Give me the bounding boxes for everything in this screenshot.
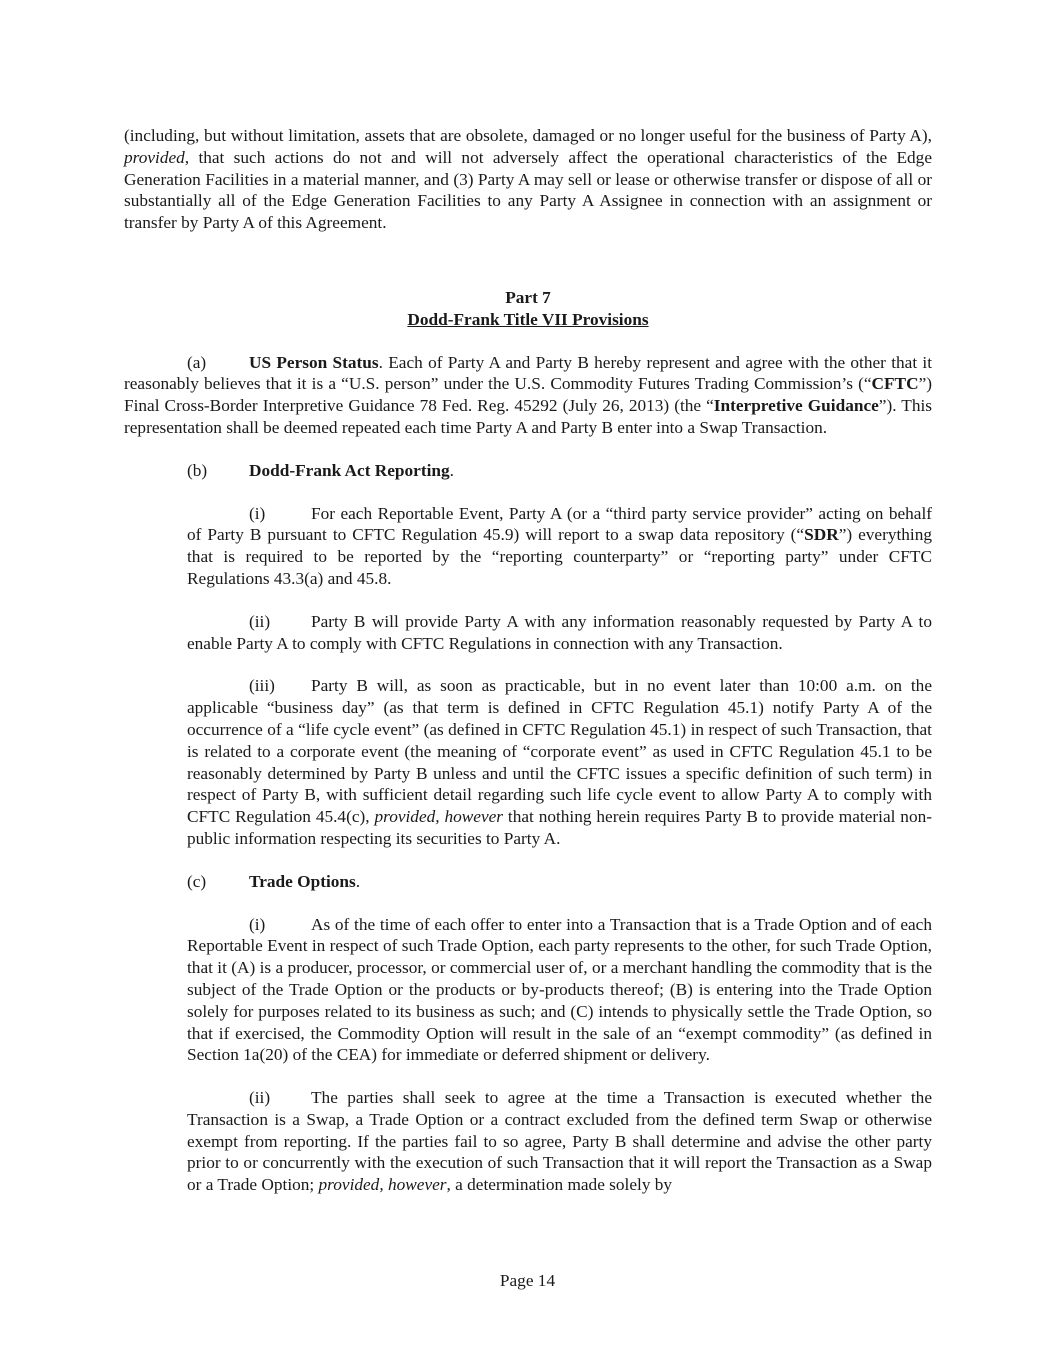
section-b-iii-text-2: that nothing herein requires Party B to provide material non-public information respecting its securities to Party A.: [187, 807, 932, 848]
section-c-label: (c): [187, 871, 207, 891]
section-a-text-3: ”). This representation shall be deemed repeated each time Party A and Party B enter into a Swap Transaction.: [124, 396, 932, 437]
section-b-ii-label: (ii): [249, 611, 271, 631]
section-b-i-text-2: ”) everything that is required to be reported by the “reporting counterparty” or “reporting party” under CFTC Regulations 43.3(a) and 45.8.: [187, 525, 932, 588]
section-b-period: .: [449, 460, 454, 480]
section-c-ii-text: The parties shall seek to agree at the time a Transaction is executed whether the Transaction is a Swap, a Trade Option or a contract excluded from the defined term Swap or otherwise exempt from reporting. If the parties fail to so agree, Party B shall determine and advise the other party prior to or concurrently with the execution of such Transaction that it will report the Transaction as a Swap or a Trade Option;: [187, 1088, 932, 1195]
section-c-heading: Trade Options: [249, 871, 356, 891]
section-c-i-paragraph: [124, 914, 932, 1067]
section-b-heading: Dodd-Frank Act Reporting: [249, 460, 450, 480]
section-b-label: (b): [187, 460, 208, 480]
intro-text: (including, but without limitation, assets that are obsolete, damaged or no longer useful for the business of Party A),: [124, 126, 932, 145]
intro-italic: provided: [124, 147, 185, 167]
section-b-i-text: For each Reportable Event, Party A (or a “third party service provider” acting on behalf of Party B pursuant to CFTC Regulation 45.9) will report to a swap data repository (“: [187, 503, 932, 545]
section-c-i-text: As of the time of each offer to enter into a Transaction that is a Trade Option and of each Reportable Event in respect of such Trade Option, each party represents to the other, for such Trade Option, that it (A) is a producer, processor, or commercial user of, or a merchant handling the commodity that is the subject of the Trade Option or the products or by-products thereof; (B) is entering into the Trade Option solely for purposes related to its business as such; and (C) intends to physically settle the Trade Option, so that if exercised, the Commodity Option will result in the sale of an “exempt commodity” (as defined in Section 1a(20) of the CEA) for immediate or deferred shipment or delivery.: [187, 914, 932, 1065]
section-a-heading: US Person Status: [249, 352, 379, 372]
part-number: Part 7: [505, 287, 551, 307]
section-b-i-bold-sdr: SDR: [804, 525, 839, 545]
page-number: Page 14: [499, 1271, 556, 1290]
section-c-ii-paragraph: [124, 1087, 932, 1196]
section-c-ii-italic: provided, however: [318, 1175, 447, 1195]
intro-text-cont: , that such actions do not and will not adversely affect the operational characteristics of the Edge Generation Facilities in a material manner, and (3) Party A may sell or lease or otherwise transfer or dispose of all or substantially all of the Edge Generation Facilities to any Party A Assignee in connection with an assignment or transfer by Party A of this Agreement.: [124, 147, 932, 233]
section-b-i-label: (i): [249, 503, 266, 523]
section-b-iii-text: Party B will, as soon as practicable, but in no event later than 10:00 a.m. on the applicable “business day” (as that term is defined in CFTC Regulation 45.1) notify Party A of the occurrence of a “life cycle event” (as defined in CFTC Regulation 45.1) in respect of such Transaction, that is related to a corporate event (the meaning of “corporate event” as used in CFTC Regulation 45.1 to be reasonably determined by Party B unless and until the CFTC issues a specific definition of such term) in respect of Party B, with sufficient detail regarding such life cycle event to allow Party A to comply with CFTC Regulation 45.4(c),: [187, 676, 932, 827]
intro-paragraph: [124, 125, 932, 234]
section-b-iii-label: (iii): [249, 676, 275, 696]
section-a-paragraph: [124, 352, 932, 439]
section-a-text: . Each of Party A and Party B hereby represent and agree with the other that it reasonably believes that it is a “U.S. person” under the U.S. Commodity Futures Trading Commission’s (“: [124, 352, 933, 394]
part-title: Dodd-Frank Title VII Provisions: [407, 309, 649, 329]
section-a-bold-guidance: Interpretive Guidance: [713, 396, 879, 416]
section-b-ii-paragraph: [124, 611, 932, 655]
section-b-heading-line: [124, 460, 932, 482]
section-c-heading-line: [124, 871, 932, 893]
section-b-iii-italic: provided, however: [374, 807, 504, 827]
section-a-text-2: ”) Final Cross-Border Interpretive Guidance 78 Fed. Reg. 45292 (July 26, 2013) (the “: [124, 374, 932, 416]
section-b-i-paragraph: [124, 503, 932, 590]
section-b-iii-paragraph: [124, 675, 932, 849]
part-heading: [124, 287, 932, 331]
section-a-label: (a): [187, 352, 207, 372]
section-a-bold-cftc: CFTC: [871, 374, 919, 394]
section-c-ii-text-2: , a determination made solely by: [446, 1175, 673, 1195]
section-c-i-label: (i): [249, 914, 266, 934]
document-page: [124, 125, 932, 1196]
section-b-ii-text: Party B will provide Party A with any information reasonably requested by Party A to enable Party A to comply with CFTC Regulations in connection with any Transaction.: [187, 611, 932, 653]
section-c-period: .: [355, 871, 361, 891]
section-c-ii-label: (ii): [249, 1088, 271, 1108]
